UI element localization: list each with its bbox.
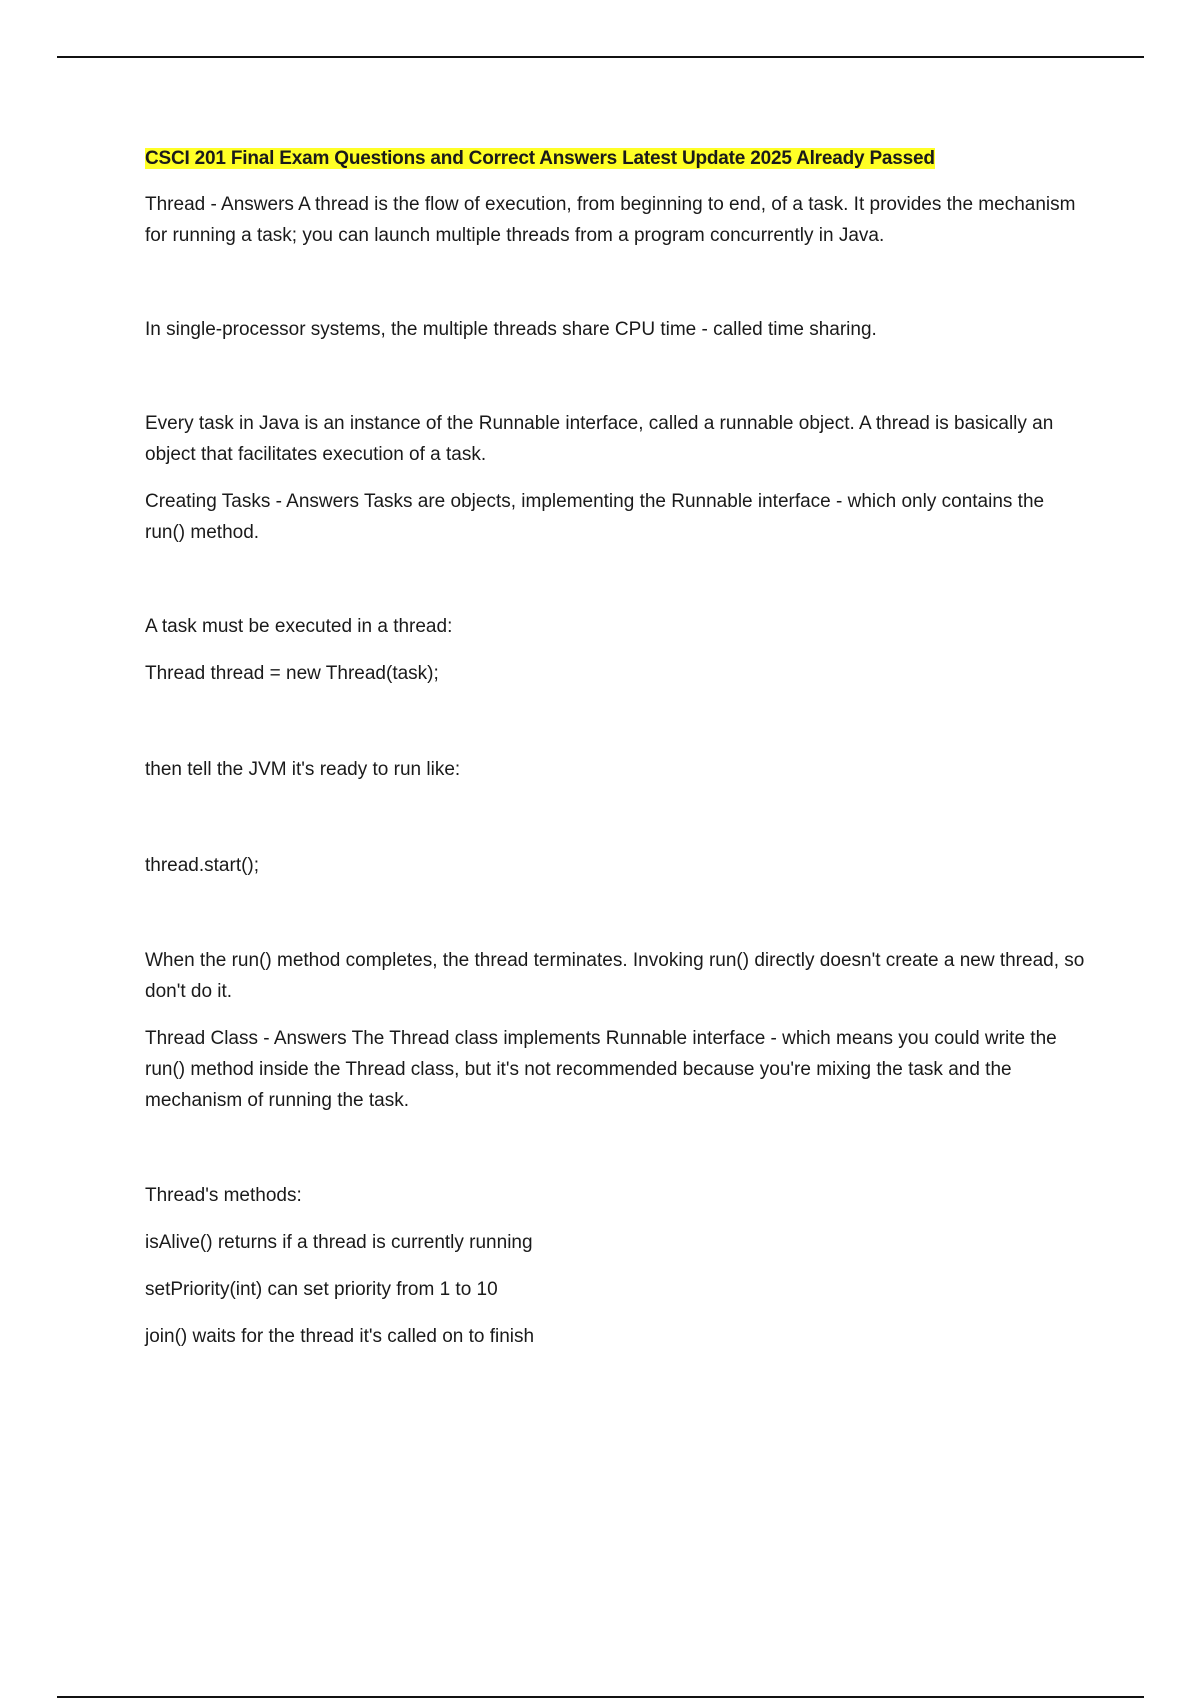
- paragraph-task-in-thread: A task must be executed in a thread:: [145, 616, 453, 637]
- paragraph-new-thread-code: Thread thread = new Thread(task);: [145, 663, 439, 684]
- paragraph-setpriority: setPriority(int) can set priority from 1 to 10: [145, 1279, 498, 1300]
- document-title: CSCI 201 Final Exam Questions and Correct Answers Latest Update 2025 Already Passed: [145, 148, 935, 169]
- top-rule: [57, 56, 1144, 58]
- paragraph-thread-definition: Thread - Answers A thread is the flow of execution, from beginning to end, of a task. It provides the mechanism for running a task; you can launch multiple threads from a program concurrently in Java.: [145, 194, 1076, 246]
- paragraph-runnable-object: Every task in Java is an instance of the Runnable interface, called a runnable object. A thread is basically an object that facilitates execution of a task.: [145, 413, 1054, 465]
- paragraph-time-sharing: In single-processor systems, the multiple threads share CPU time - called time sharing.: [145, 319, 877, 340]
- title-line: [145, 143, 1085, 174]
- paragraph-creating-tasks: Creating Tasks - Answers Tasks are objects, implementing the Runnable interface - which only contains the run() method.: [145, 491, 1045, 543]
- paragraph-isalive: isAlive() returns if a thread is currently running: [145, 1232, 533, 1253]
- paragraph-threads-methods: Thread's methods:: [145, 1185, 302, 1206]
- paragraph-thread-start-code: thread.start();: [145, 855, 260, 876]
- document-body: [145, 143, 1085, 1352]
- paragraph-run-completes: When the run() method completes, the thread terminates. Invoking run() directly doesn't create a new thread, so don't do it.: [145, 950, 1085, 1002]
- paragraph-tell-jvm: then tell the JVM it's ready to run like:: [145, 759, 461, 780]
- bottom-rule: [57, 1696, 1144, 1698]
- paragraph-thread-class: Thread Class - Answers The Thread class implements Runnable interface - which means you could write the run() method inside the Thread class, but it's not recommended because you're mixing the task and the mechanism of running the task.: [145, 1028, 1057, 1111]
- paragraph-join: join() waits for the thread it's called on to finish: [145, 1326, 535, 1347]
